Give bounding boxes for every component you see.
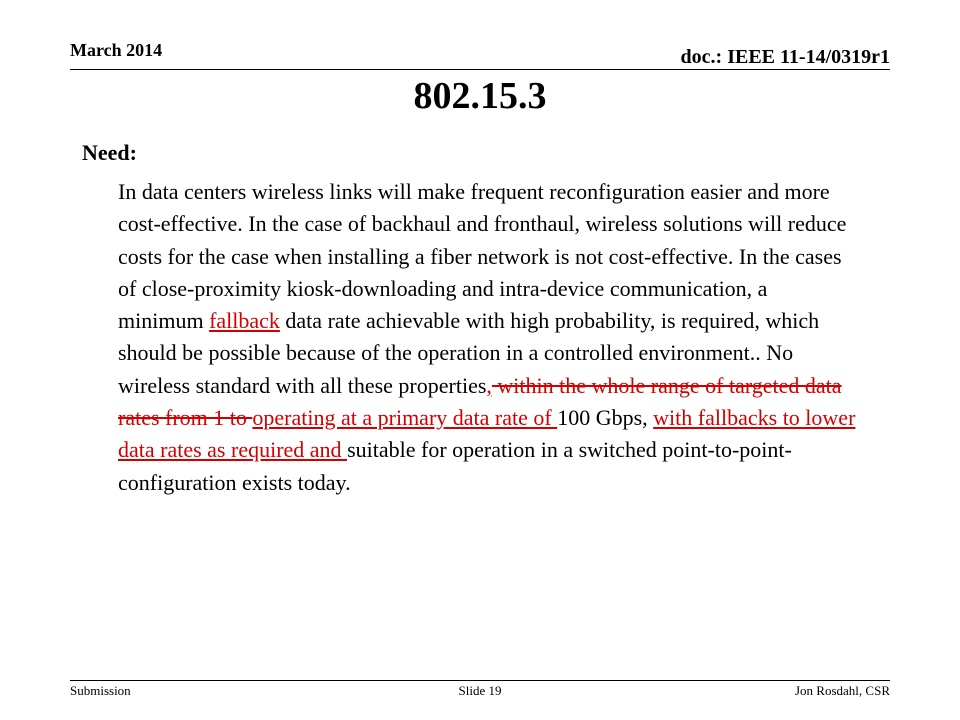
text-segment: data rate achievable with high probability, is required, which should be possible because of the operation in a controlled environment.. No wireless standard with all these properties xyxy=(118,308,820,398)
deleted-text: within the whole range of targeted data rates from 1 to xyxy=(118,372,842,431)
section-label: Need: xyxy=(82,140,137,165)
footer-author: Jon Rosdahl, CSR xyxy=(795,683,890,698)
footer-submission: Submission xyxy=(70,683,131,698)
inserted-text: operating at a primary data rate of xyxy=(252,405,558,431)
footer-slide-number: Slide 19 xyxy=(458,683,502,698)
header-doc-id: doc.: IEEE 11-14/0319r1 xyxy=(680,46,890,68)
footer-rule xyxy=(70,680,890,681)
header-date: March 2014 xyxy=(70,40,163,60)
text-segment: 100 Gbps, xyxy=(557,405,654,431)
inserted-text: , xyxy=(486,372,492,398)
text-segment: In data centers wireless links will make frequent reconfiguration easier and more cost-effective. In the case of backhaul and fronthaul, wireless solutions will reduce costs for the case when installing a fiber network is not cost-effective. In the cases of close-proximity kiosk-downloading and intra-device communication, a minimum xyxy=(118,179,847,334)
text-segment: suitable for operation in a switched point-to-point-configuration exists today. xyxy=(118,437,792,495)
slide-title: 802.15.3 xyxy=(413,75,547,117)
header-rule xyxy=(70,69,890,70)
inserted-text: with fallbacks to lower data rates as required and xyxy=(118,405,856,463)
inserted-text: fallback xyxy=(209,308,280,334)
body-paragraph xyxy=(118,176,858,499)
